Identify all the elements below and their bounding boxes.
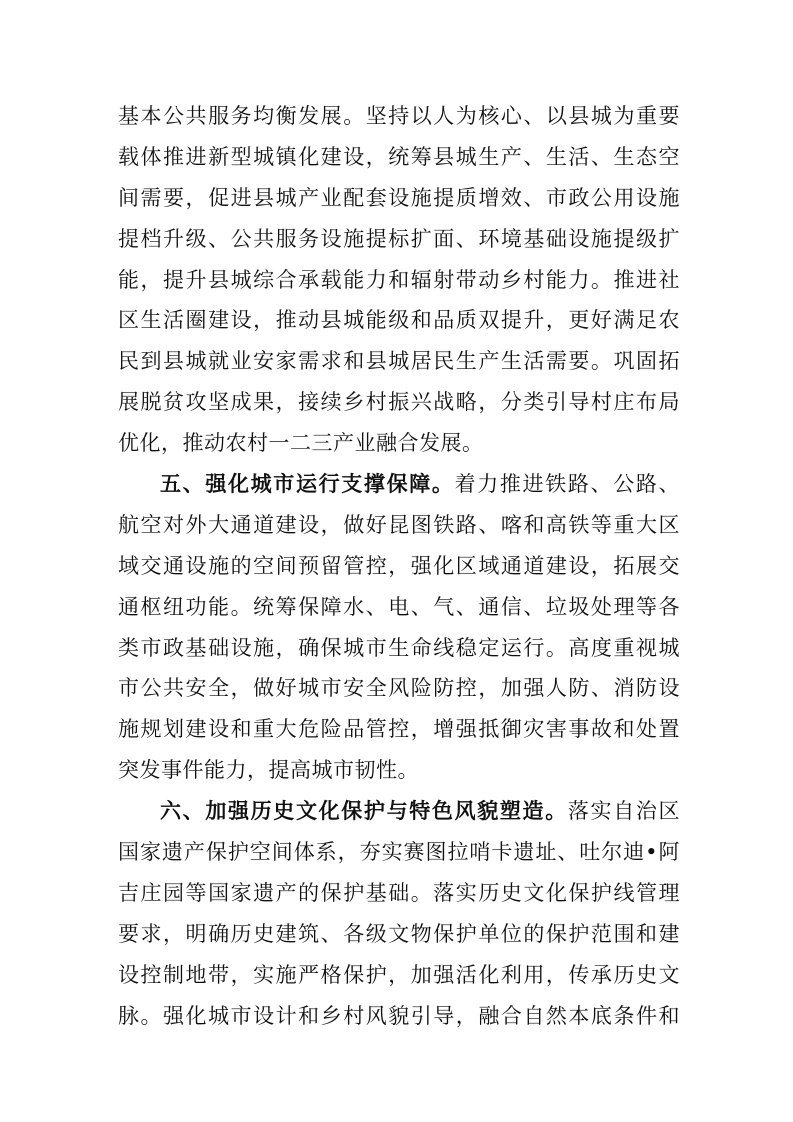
line-text: 区生活圈建设，推动县城能级和品质双提升，更好满足农: [118, 308, 680, 333]
line-text: 突发事件能力，提高城市韧性。: [118, 758, 419, 783]
line-text: 类市政基础设施，确保城市生命线稳定运行。高度重视城: [118, 635, 680, 660]
line-text: 通枢纽功能。统筹保障水、电、气、通信、垃圾处理等各: [118, 594, 680, 619]
section-heading: 五、强化城市运行支撑保障。: [160, 472, 455, 497]
text-line: [118, 423, 680, 464]
line-text: 要求，明确历史建筑、各级文物保护单位的保护范围和建: [118, 921, 680, 946]
text-line: [118, 709, 680, 750]
line-text: 市公共安全，做好城市安全风险防控，加强人防、消防设: [118, 676, 680, 701]
line-text: 民到县城就业安家需求和县城居民生产生活需要。巩固拓: [118, 349, 680, 374]
text-line: [118, 464, 680, 505]
text-line: [118, 178, 680, 219]
text-line: [118, 505, 680, 546]
line-text: 施规划建设和重大危险品管控，增强抵御灾害事故和处置: [118, 717, 680, 742]
text-line: [118, 260, 680, 301]
text-line: [118, 791, 680, 832]
text-line: [118, 832, 680, 873]
text-line: [118, 668, 680, 709]
text-line: [118, 750, 680, 791]
line-text: 载体推进新型城镇化建设，统筹县城生产、生活、生态空: [118, 144, 680, 169]
text-line: [118, 587, 680, 628]
text-line: [118, 996, 680, 1037]
text-line: [118, 382, 680, 423]
body-text: [118, 96, 680, 1036]
line-text: 展脱贫攻坚成果，接续乡村振兴战略，分类引导村庄布局: [118, 390, 680, 415]
line-text: 设控制地带，实施严格保护，加强活化利用，传承历史文: [118, 962, 680, 987]
line-text: 脉。强化城市设计和乡村风貌引导，融合自然本底条件和: [118, 1003, 680, 1028]
text-line: [118, 137, 680, 178]
text-line: [118, 546, 680, 587]
line-text: 优化，推动农村一二三产业融合发展。: [118, 431, 484, 456]
line-text: 国家遗产保护空间体系，夯实赛图拉哨卡遗址、吐尔迪•阿: [118, 840, 680, 865]
text-line: [118, 219, 680, 260]
line-text: 吉庄园等国家遗产的保护基础。落实历史文化保护线管理: [118, 880, 680, 905]
text-line: [118, 873, 680, 914]
section-heading: 六、加强历史文化保护与特色风貌塑造。: [160, 799, 568, 824]
line-text: 基本公共服务均衡发展。坚持以人为核心、以县城为重要: [118, 104, 680, 128]
text-line: [118, 914, 680, 955]
line-text: 域交通设施的空间预留管控，强化区域通道建设，拓展交: [118, 553, 680, 578]
line-text: 航空对外大通道建设，做好昆图铁路、喀和高铁等重大区: [118, 512, 680, 537]
text-line: [118, 300, 680, 341]
text-line: [118, 96, 680, 137]
text-line: [118, 955, 680, 996]
text-line: [118, 341, 680, 382]
line-text: 着力推进铁路、公路、: [454, 472, 681, 497]
line-text: 能，提升县城综合承载能力和辐射带动乡村能力。推进社: [118, 267, 680, 292]
line-text: 落实自治区: [567, 799, 681, 824]
line-text: 间需要，促进县城产业配套设施提质增效、市政公用设施: [118, 185, 680, 210]
line-text: 提档升级、公共服务设施提标扩面、环境基础设施提级扩: [118, 226, 680, 251]
text-line: [118, 628, 680, 669]
